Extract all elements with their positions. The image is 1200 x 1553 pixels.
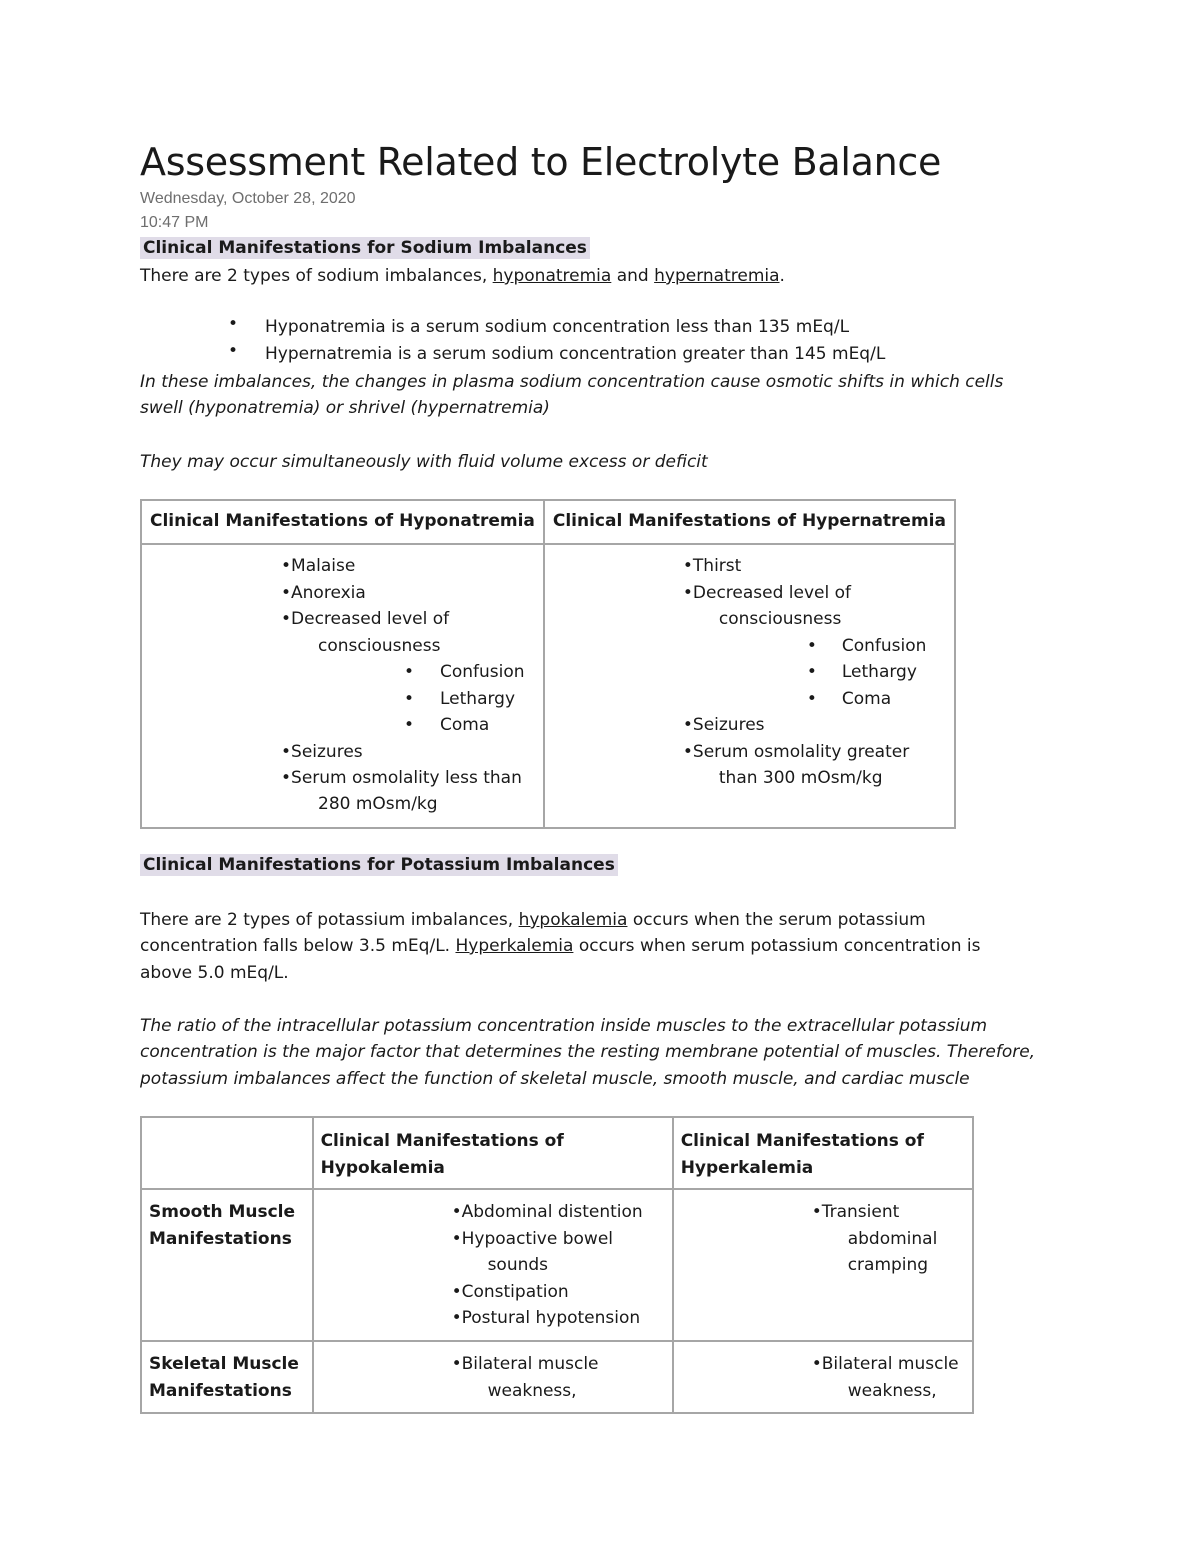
list-item: •Bilateral muscle bbox=[451, 1354, 599, 1374]
list-item: •Serum osmolality greater bbox=[682, 742, 910, 762]
table-header-cell bbox=[544, 500, 955, 544]
bullet-icon: • bbox=[404, 689, 415, 709]
sodium-note-line2: swell (hyponatremia) or shrivel (hypernatremia) bbox=[140, 398, 550, 418]
hypokalemia-header-line1: Clinical Manifestations of bbox=[320, 1131, 564, 1151]
bullet-icon: • bbox=[806, 689, 817, 709]
sodium-bullet-1: Hyponatremia is a serum sodium concentration less than 135 mEq/L bbox=[265, 317, 850, 337]
bullet-icon: • bbox=[228, 341, 239, 361]
sodium-intro: There are 2 types of sodium imbalances, hyponatremia and hypernatremia. bbox=[140, 266, 785, 286]
row-label-cell bbox=[141, 1189, 313, 1341]
list-item: Confusion bbox=[841, 636, 927, 656]
list-item-cont: cramping bbox=[847, 1255, 929, 1275]
hyponatremia-link: hyponatremia bbox=[492, 266, 612, 286]
list-item: •Bilateral muscle bbox=[811, 1354, 959, 1374]
list-item: •Anorexia bbox=[281, 583, 366, 603]
hyperkalemia-header-line2: Hyperkalemia bbox=[680, 1158, 814, 1178]
list-item: •Postural hypotension bbox=[451, 1308, 641, 1328]
hyperkalemia-skeletal-cell bbox=[673, 1341, 973, 1413]
bullet-icon: • bbox=[806, 636, 817, 656]
page-date: Wednesday, October 28, 2020 bbox=[140, 190, 356, 207]
table-header-cell bbox=[141, 1117, 313, 1189]
hyperkalemia-header-line1: Clinical Manifestations of bbox=[680, 1131, 924, 1151]
hypokalemia-smooth-cell bbox=[313, 1189, 673, 1341]
potassium-intro-line2: concentration falls below 3.5 mEq/L. Hyperkalemia occurs when serum potassium concentration is bbox=[140, 936, 981, 956]
list-item: •Seizures bbox=[281, 742, 363, 762]
potassium-note-line1: The ratio of the intracellular potassium concentration inside muscles to the extracellular potassium bbox=[140, 1016, 988, 1036]
list-item: •Transient bbox=[811, 1202, 900, 1222]
list-item-cont: weakness, bbox=[487, 1381, 577, 1401]
list-item: •Hypoactive bowel bbox=[451, 1229, 613, 1249]
hyperkalemia-link: Hyperkalemia bbox=[455, 936, 574, 956]
list-item-cont: abdominal bbox=[847, 1229, 938, 1249]
list-item: •Decreased level of bbox=[281, 609, 450, 629]
hyperkalemia-smooth-cell bbox=[673, 1189, 973, 1341]
skeletal-muscle-label-2: Manifestations bbox=[149, 1381, 292, 1401]
skeletal-muscle-label: Skeletal Muscle bbox=[149, 1354, 299, 1374]
list-item-cont: weakness, bbox=[847, 1381, 937, 1401]
potassium-intro-line3: above 5.0 mEq/L. bbox=[140, 963, 289, 983]
hypernatremia-header: Clinical Manifestations of Hypernatremia bbox=[552, 511, 946, 531]
list-item-cont: sounds bbox=[487, 1255, 549, 1275]
list-item: •Decreased level of bbox=[682, 583, 852, 603]
hyponatremia-list-cell bbox=[141, 544, 544, 828]
hypokalemia-link: hypokalemia bbox=[518, 910, 628, 930]
hyponatremia-header: Clinical Manifestations of Hyponatremia bbox=[150, 511, 535, 531]
list-item: •Abdominal distention bbox=[451, 1202, 643, 1222]
table-header-cell bbox=[141, 500, 544, 544]
list-item: Lethargy bbox=[440, 689, 516, 709]
list-item: Lethargy bbox=[841, 662, 917, 682]
page-title: Assessment Related to Electrolyte Balance bbox=[140, 140, 942, 184]
hypernatremia-link: hypernatremia bbox=[654, 266, 780, 286]
list-item-cont: than 300 mOsm/kg bbox=[718, 768, 883, 788]
sodium-note-2: They may occur simultaneously with fluid volume excess or deficit bbox=[140, 452, 708, 472]
sodium-heading: Clinical Manifestations for Sodium Imbalances bbox=[140, 237, 590, 259]
list-item: Coma bbox=[440, 715, 490, 735]
hypernatremia-list-cell bbox=[544, 544, 955, 828]
smooth-muscle-label-2: Manifestations bbox=[149, 1229, 292, 1249]
potassium-intro-line1: There are 2 types of potassium imbalances, hypokalemia occurs when the serum potassium bbox=[140, 910, 926, 930]
list-item: •Constipation bbox=[451, 1282, 569, 1302]
list-item: •Thirst bbox=[682, 556, 742, 576]
table-header-cell bbox=[313, 1117, 673, 1189]
page-time: 10:47 PM bbox=[140, 214, 209, 231]
list-item: •Serum osmolality less than bbox=[281, 768, 522, 788]
list-item: •Seizures bbox=[682, 715, 765, 735]
list-item: Confusion bbox=[440, 662, 525, 682]
potassium-note-line2: concentration is the major factor that determines the resting membrane potential of muscles. Therefore, bbox=[140, 1042, 1036, 1062]
list-item-cont: 280 mOsm/kg bbox=[318, 794, 438, 814]
bullet-icon: • bbox=[404, 715, 415, 735]
potassium-table bbox=[140, 1116, 974, 1414]
potassium-heading: Clinical Manifestations for Potassium Imbalances bbox=[140, 854, 618, 876]
list-item-cont: consciousness bbox=[718, 609, 842, 629]
bullet-icon: • bbox=[228, 314, 239, 334]
list-item: Coma bbox=[841, 689, 892, 709]
list-item: •Malaise bbox=[281, 556, 356, 576]
sodium-bullet-2: Hypernatremia is a serum sodium concentration greater than 145 mEq/L bbox=[265, 344, 886, 364]
table-header-cell bbox=[673, 1117, 973, 1189]
sodium-table bbox=[140, 499, 956, 829]
hypokalemia-skeletal-cell bbox=[313, 1341, 673, 1413]
potassium-note-line3: potassium imbalances affect the function of skeletal muscle, smooth muscle, and cardiac muscle bbox=[140, 1069, 970, 1089]
bullet-icon: • bbox=[404, 662, 415, 682]
bullet-icon: • bbox=[806, 662, 817, 682]
hypokalemia-header-line2: Hypokalemia bbox=[320, 1158, 445, 1178]
smooth-muscle-label: Smooth Muscle bbox=[149, 1202, 296, 1222]
sodium-note-line1: In these imbalances, the changes in plasma sodium concentration cause osmotic shifts in which cells bbox=[140, 372, 1004, 392]
row-label-cell bbox=[141, 1341, 313, 1413]
list-item-cont: consciousness bbox=[318, 636, 441, 656]
